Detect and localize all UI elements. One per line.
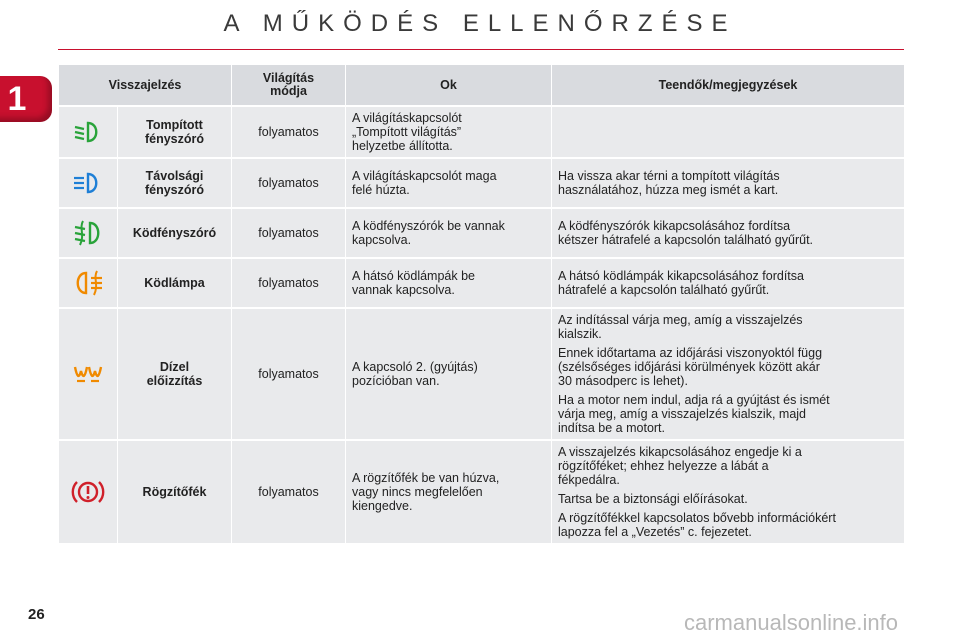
indicator-name: Ködfényszóró [118, 208, 232, 258]
header-indicator: Visszajelzés [59, 65, 232, 107]
page-number: 26 [28, 606, 45, 623]
indicator-name: Ködlámpa [118, 258, 232, 308]
indicator-notes [552, 106, 905, 158]
lighting-mode: folyamatos [232, 208, 346, 258]
header-mode: Világítás módja [232, 65, 346, 107]
main-beam-icon [71, 175, 105, 189]
warning-lamps-table [58, 64, 905, 545]
indicator-notes [552, 440, 905, 544]
note-paragraph: A ködfényszórók kikapcsolásához fordítsa kétszer hátrafelé a kapcsolón található gyűrűt. [558, 219, 814, 247]
indicator-name: Rögzítőfék [118, 440, 232, 544]
lighting-mode: folyamatos [232, 440, 346, 544]
page-title: A MŰKÖDÉS ELLENŐRZÉSE [223, 10, 737, 37]
table-row [59, 308, 905, 440]
indicator-name: Tompított fényszóró [118, 106, 232, 158]
indicator-icon-cell [59, 106, 118, 158]
table-header-row [59, 65, 905, 107]
dipped-beam-icon [71, 124, 105, 138]
indicator-icon-cell [59, 440, 118, 544]
table-row [59, 258, 905, 308]
indicator-cause: A ködfényszórók be vannak kapcsolva. [346, 208, 552, 258]
glow-plug-icon [71, 366, 105, 380]
note-paragraph: A hátsó ködlámpák kikapcsolásához fordítsa hátrafelé a kapcsolón található gyűrűt. [558, 269, 804, 297]
table-row [59, 208, 905, 258]
front-fog-icon [71, 225, 105, 239]
header-cause: Ok [346, 65, 552, 107]
indicator-cause: A világításkapcsolót maga felé húzta. [346, 158, 552, 208]
lighting-mode: folyamatos [232, 106, 346, 158]
watermark: carmanualsonline.info [684, 610, 899, 635]
note-paragraph: Az indítással várja meg, amíg a visszajelzés kialszik. [558, 313, 803, 341]
lighting-mode: folyamatos [232, 308, 346, 440]
note-paragraph: Ha a motor nem indul, adja rá a gyújtást és ismét várja meg, amíg a visszajelzés kialszik, majd indítsa be a motort. [558, 393, 830, 435]
indicator-icon-cell [59, 158, 118, 208]
note-paragraph: Ha vissza akar térni a tompított világítás használatához, húzza meg ismét a kart. [558, 169, 780, 197]
indicator-cause: A kapcsoló 2. (gyújtás) pozícióban van. [346, 308, 552, 440]
title-rule [58, 49, 904, 50]
lighting-mode: folyamatos [232, 258, 346, 308]
table-row [59, 106, 905, 158]
indicator-notes [552, 258, 905, 308]
indicator-icon-cell [59, 208, 118, 258]
indicator-cause: A rögzítőfék be van húzva, vagy nincs megfelelően kiengedve. [346, 440, 552, 544]
table-row [59, 440, 905, 544]
note-paragraph: A rögzítőfékkel kapcsolatos bővebb információkért lapozza fel a „Vezetés” c. fejezetet. [558, 511, 836, 539]
note-paragraph: Ennek időtartama az időjárási viszonyoktól függ (szélsőséges időjárási körülmények között akár 30 másodperc is lehet). [558, 346, 823, 388]
lighting-mode: folyamatos [232, 158, 346, 208]
chapter-tab [0, 76, 52, 122]
rear-fog-icon [71, 275, 105, 289]
indicator-icon-cell [59, 308, 118, 440]
indicator-icon-cell [59, 258, 118, 308]
indicator-cause: A világításkapcsolót „Tompított világítás” helyzetbe állította. [346, 106, 552, 158]
table-row [59, 158, 905, 208]
parking-brake-icon [70, 484, 106, 498]
header-notes: Teendők/megjegyzések [552, 65, 905, 107]
indicator-cause: A hátsó ködlámpák be vannak kapcsolva. [346, 258, 552, 308]
note-paragraph: Tartsa be a biztonsági előírásokat. [558, 492, 748, 506]
indicator-name: Dízel előizzítás [118, 308, 232, 440]
chapter-number: 1 [7, 80, 27, 118]
indicator-notes [552, 308, 905, 440]
indicator-name: Távolsági fényszóró [118, 158, 232, 208]
indicator-notes [552, 208, 905, 258]
note-paragraph: A visszajelzés kikapcsolásához engedje ki a rögzítőféket; ehhez helyezze a lábát a fékpedálra. [558, 445, 802, 487]
indicator-notes [552, 158, 905, 208]
